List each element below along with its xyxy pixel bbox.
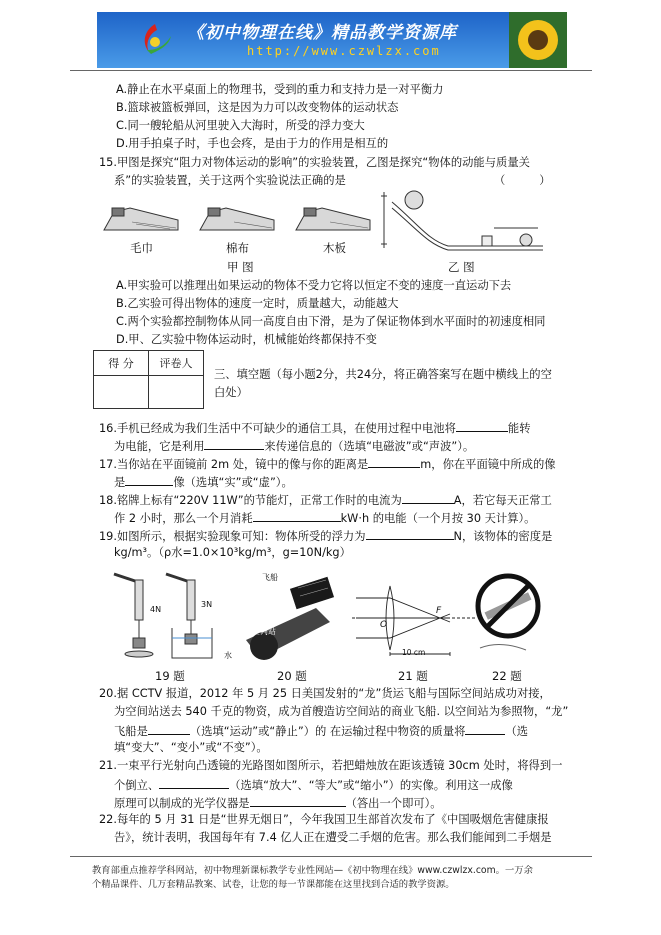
f21-focus-label: F xyxy=(436,606,442,616)
figure-19-spring-scale xyxy=(108,568,232,664)
f19-water-label: 水 xyxy=(224,651,232,660)
q18-text-c: 作 2 小时，那么一个月消耗 xyxy=(114,512,253,525)
grader-label: 评卷人 xyxy=(149,351,204,376)
q14-option-b: B.篮球被篮板弹回，这是因为力可以改变物体的运动状态 xyxy=(116,101,399,114)
q17-blank-1[interactable] xyxy=(368,456,420,468)
q15-stem-line2: 系”的实验装置，关于这两个实验说法正确的是 xyxy=(114,174,346,187)
q16-text-c: 为电能，它是利用 xyxy=(114,440,205,453)
caption-21: 21 题 xyxy=(398,669,428,683)
q16-text-d: 来传递信息的（选填“电磁波”或“声波”）。 xyxy=(264,440,475,453)
footer-line1: 教育部重点推荐学科网站，初中物理新课标教学专业性网站—《初中物理在线》www.czwlzx.com。一万余 xyxy=(92,865,533,876)
figure-jia-ramps xyxy=(100,200,380,242)
q21-text-b: 个倒立、 xyxy=(114,779,160,792)
figure-jia-caption: 甲 图 xyxy=(227,260,254,274)
score-table xyxy=(93,350,204,409)
q22-line2: 告》，统计表明，我国每年有 7.4 亿人正在遭受二手烟的危害。那么我们能闻到二手烟是 xyxy=(114,831,552,844)
q20-text-e: （选 xyxy=(505,725,529,738)
footer-line2: 个精品课件、几万套精品教案、试卷，让您的每一节课都能在这里找到合适的教学资源。 xyxy=(92,879,455,890)
surface-label-cotton: 棉布 xyxy=(226,241,249,255)
q16-blank-2[interactable] xyxy=(204,438,264,450)
f19-right-reading: 3N xyxy=(201,600,213,609)
q22-line1: 22.每年的 5 月 31 日是“世界无烟日”，今年我国卫生部首次发布了《中国吸烟危害健康报 xyxy=(99,813,549,826)
q20-blank-1[interactable] xyxy=(148,723,190,735)
footer-rule xyxy=(70,856,592,857)
q17-line2 xyxy=(114,474,293,490)
q15-option-a: A.甲实验可以推理出如果运动的物体不受力它将以恒定不变的速度一直运动下去 xyxy=(116,279,512,292)
q20-text-c: 飞船是 xyxy=(114,725,148,738)
q16-blank-1[interactable] xyxy=(456,420,508,432)
q18-text-d: kW·h 的电能（一个月按 30 天计算）。 xyxy=(340,512,536,525)
f20-ship-label: 飞船 xyxy=(262,573,278,582)
q17-text-b: m，你在平面镜中所成的像 xyxy=(420,458,556,471)
q20-text-d: （选填“运动”或“静止”）的 在运输过程中物资的质量将 xyxy=(189,725,466,738)
sunflower-icon xyxy=(509,12,567,68)
f21-center-label: O xyxy=(380,620,388,630)
q16-text-b: 能转 xyxy=(507,422,531,435)
caption-19: 19 题 xyxy=(155,669,185,683)
q15-stem-line1: 15.甲图是探究“阻力对物体运动的影响”的实验装置，乙图是探究“物体的动能与质量关 xyxy=(99,156,530,169)
q16-line1 xyxy=(99,420,531,436)
caption-20: 20 题 xyxy=(277,669,307,683)
surface-label-towel: 毛巾 xyxy=(130,241,153,255)
q17-line1 xyxy=(99,456,556,472)
q16-line2 xyxy=(114,438,474,454)
q15-option-c: C.两个实验都控制物体从同一高度自由下滑，是为了保证物体到水平面时的初速度相同 xyxy=(116,315,546,328)
q19-blank-1[interactable] xyxy=(366,528,454,540)
q18-blank-1[interactable] xyxy=(402,492,454,504)
figure-20-spacecraft xyxy=(246,568,340,662)
q16-text-a: 16.手机已经成为我们生活中不可缺少的通信工具，在使用过程中电池将 xyxy=(99,422,456,435)
score-label: 得 分 xyxy=(94,351,149,376)
figure-yi-caption: 乙 图 xyxy=(448,260,475,274)
q21-blank-1[interactable] xyxy=(159,777,229,789)
q21-text-d: 原理可以制成的光学仪器是 xyxy=(114,797,250,810)
site-logo-icon xyxy=(135,20,175,60)
f19-left-reading: 4N xyxy=(150,605,162,614)
q20-line3 xyxy=(114,723,528,739)
q21-line2 xyxy=(114,777,513,793)
q21-blank-2[interactable] xyxy=(250,795,346,807)
figure-yi-ramp xyxy=(378,188,546,256)
caption-22: 22 题 xyxy=(492,669,522,683)
banner-url[interactable]: http://www.czwlzx.com xyxy=(247,44,441,58)
q18-text-a: 18.铭牌上标有“220V 11W”的节能灯，正常工作时的电流为 xyxy=(99,494,402,507)
q20-line1: 20.据 CCTV 报道，2012 年 5 月 25 日美国发射的“龙”货运飞船与国际空间站成功对接， xyxy=(99,687,551,700)
q18-line2 xyxy=(114,510,535,526)
q14-option-d: D.用手拍桌子时，手也会疼，是由于力的作用是相互的 xyxy=(116,137,389,150)
f20-station-label: 空间站 xyxy=(252,627,276,636)
q21-text-c: （选填“放大”、“等大”或“缩小”）的实像。利用这一成像 xyxy=(229,779,513,792)
q17-text-a: 17.当你站在平面镜前 2m 处，镜中的像与你的距离是 xyxy=(99,458,369,471)
banner-title: 《初中物理在线》精品教学资源库 xyxy=(187,23,457,43)
q17-blank-2[interactable] xyxy=(125,474,173,486)
q14-option-a: A.静止在水平桌面上的物理书，受到的重力和支持力是一对平衡力 xyxy=(116,83,444,96)
q15-answer-paren: （ ） xyxy=(494,174,551,187)
q15-option-d: D.甲、乙实验中物体运动时，机械能始终都保持不变 xyxy=(116,333,377,346)
figure-22-no-smoking-icon xyxy=(470,568,546,658)
q20-line4: 填“变大”、“变小”或“不变”）。 xyxy=(114,741,268,754)
q18-text-b: A，若它每天正常工 xyxy=(453,494,552,507)
q15-option-b: B.乙实验可得出物体的速度一定时，质量越大，动能越大 xyxy=(116,297,399,310)
q19-text-b: N，该物体的密度是 xyxy=(453,530,553,543)
q19-line1 xyxy=(99,528,552,544)
q14-option-c: C.同一艘轮船从河里驶入大海时，所受的浮力变大 xyxy=(116,119,365,132)
q21-line3 xyxy=(114,795,442,811)
header-rule xyxy=(70,70,592,71)
section3-title-line2: 白处） xyxy=(214,386,248,399)
q20-blank-2[interactable] xyxy=(465,723,505,735)
q19-text-a: 19.如图所示，根据实验现象可知：物体所受的浮力为 xyxy=(99,530,366,543)
score-cell[interactable] xyxy=(94,376,149,409)
header-banner xyxy=(97,12,567,68)
f21-distance-label: 10 cm xyxy=(402,648,426,657)
grader-cell[interactable] xyxy=(149,376,204,409)
q17-text-c: 是 xyxy=(114,476,126,489)
q17-text-d: 像（选填“实”或“虚”）。 xyxy=(173,476,293,489)
figure-21-lens-ray-diagram xyxy=(352,580,476,656)
q21-line1: 21.一束平行光射向凸透镜的光路图如图所示，若把蜡烛放在距该透镜 30cm 处时，将得到一 xyxy=(99,759,563,772)
q18-blank-2[interactable] xyxy=(253,510,341,522)
q18-line1 xyxy=(99,492,552,508)
q21-text-e: （答出一个即可）。 xyxy=(345,797,442,810)
surface-label-wood: 木板 xyxy=(323,241,346,255)
section3-title-line1: 三、填空题（每小题2分，共24分，将正确答案写在题中横线上的空 xyxy=(214,368,552,381)
q20-line2: 为空间站送去 540 千克的物资，成为首艘造访空间站的商业飞船. 以空间站为参照物，“龙” xyxy=(114,705,569,718)
q19-line2: kg/m³。（ρ水=1.0×10³kg/m³，g=10N/kg） xyxy=(114,546,351,559)
